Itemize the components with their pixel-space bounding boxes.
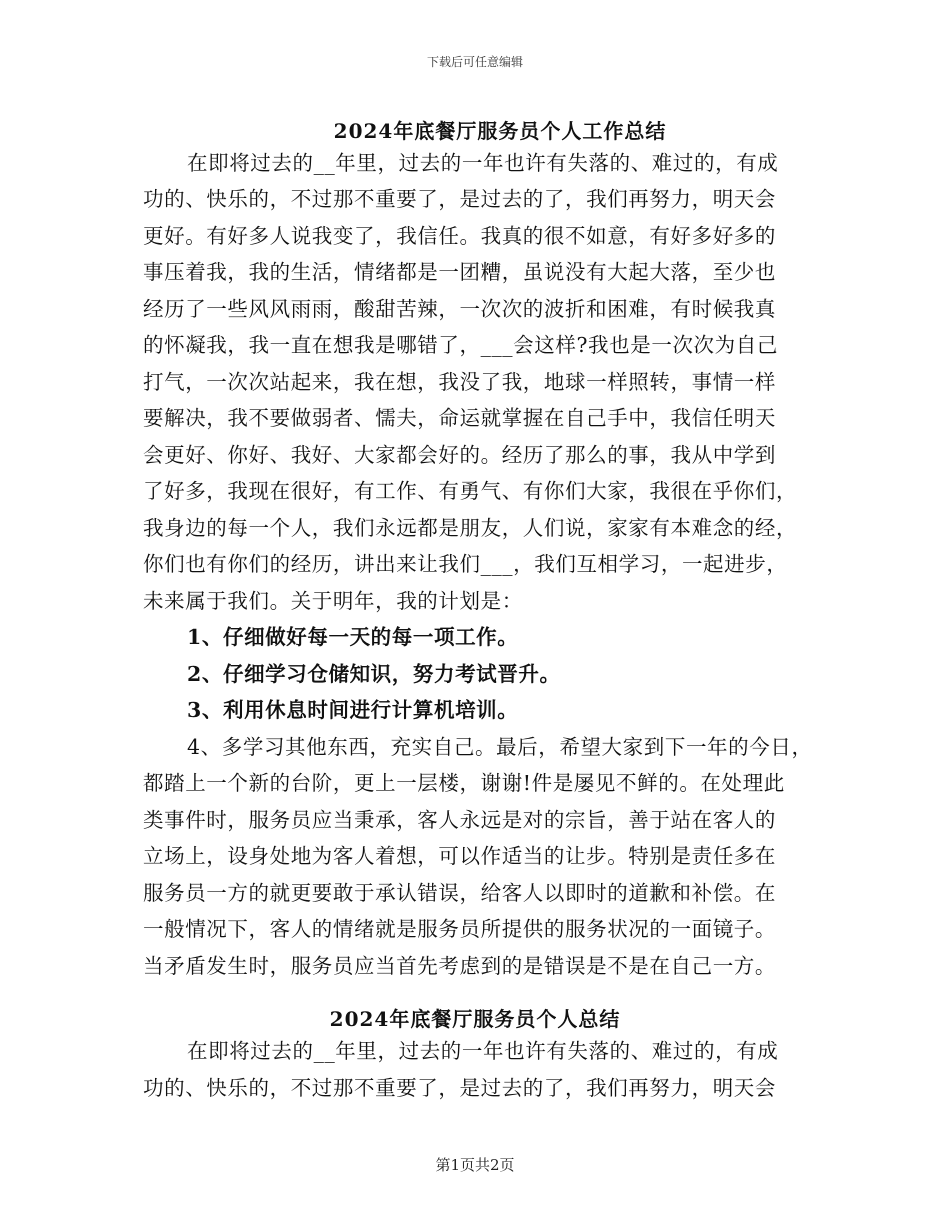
paragraph-line: 类事件时，服务员应当秉承，客人永远是对的宗旨，善于站在客人的 bbox=[143, 808, 776, 832]
paragraph-line: 我身边的每一个人，我们永远都是朋友，人们说，家家有本难念的经， bbox=[143, 516, 798, 540]
section-title: 2024年底餐厅服务员个人总结 bbox=[329, 1007, 621, 1031]
paragraph-line: 立场上，设身处地为客人着想，可以作适当的让步。特别是责任多在 bbox=[143, 844, 776, 868]
paragraph-line: 的怀凝我，我一直在想我是哪错了，___会这样?我也是一次次为自己 bbox=[143, 333, 778, 357]
paragraph-line: 一般情况下，客人的情绪就是服务员所提供的服务状况的一面镜子。 bbox=[143, 917, 776, 941]
paragraph-line: 当矛盾发生时，服务员应当首先考虑到的是错误是不是在自己一方。 bbox=[143, 954, 776, 978]
page-footer: 第1页共2页 bbox=[435, 1156, 515, 1174]
paragraph-line: 经历了一些风风雨雨，酸甜苦辣，一次次的波折和困难，有时候我真 bbox=[143, 297, 776, 321]
paragraph-line: 要解决，我不要做弱者、懦夫，命运就掌握在自己手中，我信任明天 bbox=[143, 406, 776, 430]
paragraph-line: 功的、快乐的，不过那不重要了，是过去的了，我们再努力，明天会 bbox=[143, 1076, 776, 1100]
paragraph-line: 功的、快乐的，不过那不重要了，是过去的了，我们再努力，明天会 bbox=[143, 187, 776, 211]
paragraph-line: 服务员一方的就更要敢于承认错误，给客人以即时的道歉和补偿。在 bbox=[143, 881, 776, 905]
document-title: 2024年底餐厅服务员个人工作总结 bbox=[333, 119, 667, 143]
paragraph-line: 打气，一次次站起来，我在想，我没了我，地球一样照转，事情一样 bbox=[143, 370, 776, 394]
paragraph-line: 你们也有你们的经历，讲出来让我们___，我们互相学习，一起进步， bbox=[143, 552, 788, 576]
paragraph-line: 在即将过去的__年里，过去的一年也许有失落的、难过的，有成 bbox=[187, 151, 779, 175]
paragraph-line: 都踏上一个新的台阶，更上一层楼，谢谢!件是屡见不鲜的。在处理此 bbox=[143, 771, 785, 795]
paragraph-line: 更好。有好多人说我变了，我信任。我真的很不如意，有好多好多的 bbox=[143, 224, 776, 248]
paragraph-line: 会更好、你好、我好、大家都会好的。经历了那么的事，我从中学到 bbox=[143, 443, 776, 467]
plan-item: 3、利用休息时间进行计算机培训。 bbox=[187, 698, 519, 722]
plan-item: 2、仔细学习仓储知识，努力考试晋升。 bbox=[187, 662, 561, 686]
paragraph-line: 未来属于我们。关于明年，我的计划是： bbox=[143, 589, 523, 613]
paragraph-line: 4、多学习其他东西，充实自己。最后，希望大家到下一年的今日， bbox=[187, 735, 813, 759]
header-note: 下载后可任意编辑 bbox=[426, 55, 523, 69]
paragraph-line: 在即将过去的__年里，过去的一年也许有失落的、难过的，有成 bbox=[187, 1039, 779, 1063]
plan-item: 1、仔细做好每一天的每一项工作。 bbox=[187, 625, 519, 649]
paragraph-line: 了好多，我现在很好，有工作、有勇气、有你们大家，我很在乎你们， bbox=[143, 479, 798, 503]
paragraph-line: 事压着我，我的生活，情绪都是一团糟，虽说没有大起大落，至少也 bbox=[143, 260, 776, 284]
